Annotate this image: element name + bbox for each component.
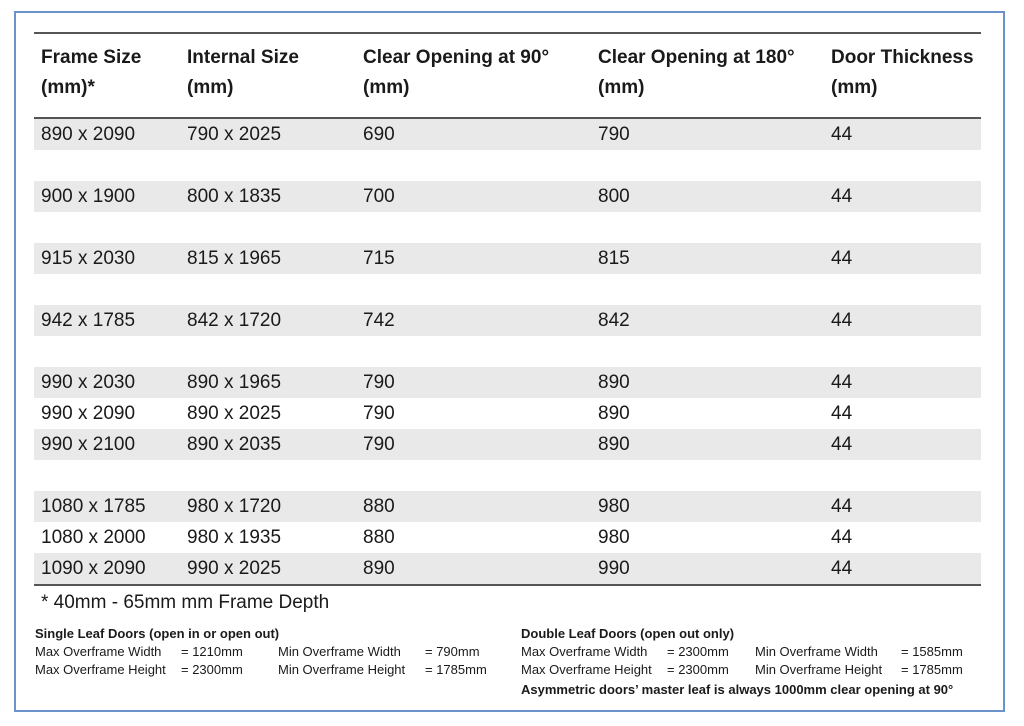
cell-clear-opening-180: 990 xyxy=(598,558,630,579)
header-clear-opening-180: Clear Opening at 180° (mm) xyxy=(598,47,795,98)
table-header xyxy=(34,34,981,119)
cell-door-thickness: 44 xyxy=(831,372,853,393)
cell-internal-size: 980 x 1935 xyxy=(187,527,282,548)
row-group-spacer xyxy=(34,460,981,491)
cell-door-thickness: 44 xyxy=(831,558,853,579)
header-door-thickness: Door Thickness (mm) xyxy=(831,47,974,98)
double-min-width-label: Min Overframe Width xyxy=(755,644,878,659)
table-body xyxy=(34,119,981,584)
cell-clear-opening-90: 690 xyxy=(363,124,395,145)
header-clear-opening-90: Clear Opening at 90° (mm) xyxy=(363,47,550,98)
cell-frame-size: 1080 x 1785 xyxy=(41,496,146,517)
cell-door-thickness: 44 xyxy=(831,248,853,269)
cell-door-thickness: 44 xyxy=(831,403,853,424)
table-row xyxy=(34,243,981,274)
cell-clear-opening-90: 790 xyxy=(363,434,395,455)
cell-clear-opening-90: 880 xyxy=(363,496,395,517)
double-min-height-label: Min Overframe Height xyxy=(755,662,883,677)
double-leaf-notes xyxy=(521,625,981,685)
cell-frame-size: 890 x 2090 xyxy=(41,124,136,145)
cell-internal-size: 842 x 1720 xyxy=(187,310,282,331)
single-min-width-value: = 790mm xyxy=(425,644,480,659)
single-min-height-label: Min Overframe Height xyxy=(278,662,406,677)
cell-internal-size: 790 x 2025 xyxy=(187,124,282,145)
table-row xyxy=(34,119,981,150)
header-internal-size: Internal Size (mm) xyxy=(187,47,299,98)
cell-clear-opening-180: 980 xyxy=(598,496,630,517)
cell-clear-opening-180: 842 xyxy=(598,310,630,331)
door-size-table xyxy=(34,32,981,586)
double-min-width-value: = 1585mm xyxy=(901,644,963,659)
cell-clear-opening-180: 890 xyxy=(598,434,630,455)
single-max-width-value: = 1210mm xyxy=(181,644,243,659)
cell-frame-size: 915 x 2030 xyxy=(41,248,136,269)
cell-door-thickness: 44 xyxy=(831,434,853,455)
cell-clear-opening-180: 790 xyxy=(598,124,630,145)
cell-internal-size: 890 x 2035 xyxy=(187,434,282,455)
table-row xyxy=(34,305,981,336)
table-bottom-rule xyxy=(34,584,981,586)
cell-frame-size: 1090 x 2090 xyxy=(41,558,146,579)
cell-frame-size: 990 x 2030 xyxy=(41,372,136,393)
double-max-height-label: Max Overframe Height xyxy=(521,662,652,677)
table-row xyxy=(34,491,981,522)
single-leaf-notes xyxy=(35,625,505,685)
cell-clear-opening-90: 790 xyxy=(363,372,395,393)
double-max-height-value: = 2300mm xyxy=(667,662,729,677)
cell-door-thickness: 44 xyxy=(831,496,853,517)
cell-frame-size: 900 x 1900 xyxy=(41,186,136,207)
cell-clear-opening-90: 700 xyxy=(363,186,395,207)
double-leaf-title: Double Leaf Doors (open out only) xyxy=(521,626,735,641)
row-group-spacer xyxy=(34,336,981,367)
cell-clear-opening-90: 790 xyxy=(363,403,395,424)
row-group-spacer xyxy=(34,150,981,181)
row-group-spacer xyxy=(34,212,981,243)
cell-clear-opening-90: 890 xyxy=(363,558,395,579)
cell-clear-opening-180: 800 xyxy=(598,186,630,207)
cell-internal-size: 980 x 1720 xyxy=(187,496,282,517)
table-row xyxy=(34,522,981,553)
single-min-width-label: Min Overframe Width xyxy=(278,644,401,659)
cell-frame-size: 990 x 2100 xyxy=(41,434,136,455)
cell-clear-opening-90: 880 xyxy=(363,527,395,548)
cell-internal-size: 890 x 1965 xyxy=(187,372,282,393)
cell-door-thickness: 44 xyxy=(831,310,853,331)
cell-door-thickness: 44 xyxy=(831,527,853,548)
cell-door-thickness: 44 xyxy=(831,186,853,207)
table-row xyxy=(34,398,981,429)
single-min-height-value: = 1785mm xyxy=(425,662,487,677)
cell-clear-opening-90: 715 xyxy=(363,248,395,269)
cell-clear-opening-180: 815 xyxy=(598,248,630,269)
cell-internal-size: 815 x 1965 xyxy=(187,248,282,269)
table-row xyxy=(34,429,981,460)
cell-internal-size: 890 x 2025 xyxy=(187,403,282,424)
cell-clear-opening-180: 890 xyxy=(598,403,630,424)
cell-clear-opening-180: 980 xyxy=(598,527,630,548)
single-max-width-label: Max Overframe Width xyxy=(35,644,162,659)
cell-frame-size: 1080 x 2000 xyxy=(41,527,146,548)
header-frame-size: Frame Size (mm)* xyxy=(41,47,142,98)
table-row xyxy=(34,553,981,584)
cell-clear-opening-90: 742 xyxy=(363,310,395,331)
single-max-height-value: = 2300mm xyxy=(181,662,243,677)
cell-internal-size: 800 x 1835 xyxy=(187,186,282,207)
cell-frame-size: 990 x 2090 xyxy=(41,403,136,424)
asymmetric-note: Asymmetric doors’ master leaf is always 1000mm clear opening at 90° xyxy=(521,682,954,697)
cell-clear-opening-180: 890 xyxy=(598,372,630,393)
single-max-height-label: Max Overframe Height xyxy=(35,662,166,677)
table-row xyxy=(34,181,981,212)
double-max-width-value: = 2300mm xyxy=(667,644,729,659)
cell-frame-size: 942 x 1785 xyxy=(41,310,136,331)
cell-internal-size: 990 x 2025 xyxy=(187,558,282,579)
double-max-width-label: Max Overframe Width xyxy=(521,644,648,659)
cell-door-thickness: 44 xyxy=(831,124,853,145)
double-min-height-value: = 1785mm xyxy=(901,662,963,677)
single-leaf-title: Single Leaf Doors (open in or open out) xyxy=(35,626,280,641)
footnote-frame-depth: * 40mm - 65mm mm Frame Depth xyxy=(41,592,330,613)
table-row xyxy=(34,367,981,398)
row-group-spacer xyxy=(34,274,981,305)
